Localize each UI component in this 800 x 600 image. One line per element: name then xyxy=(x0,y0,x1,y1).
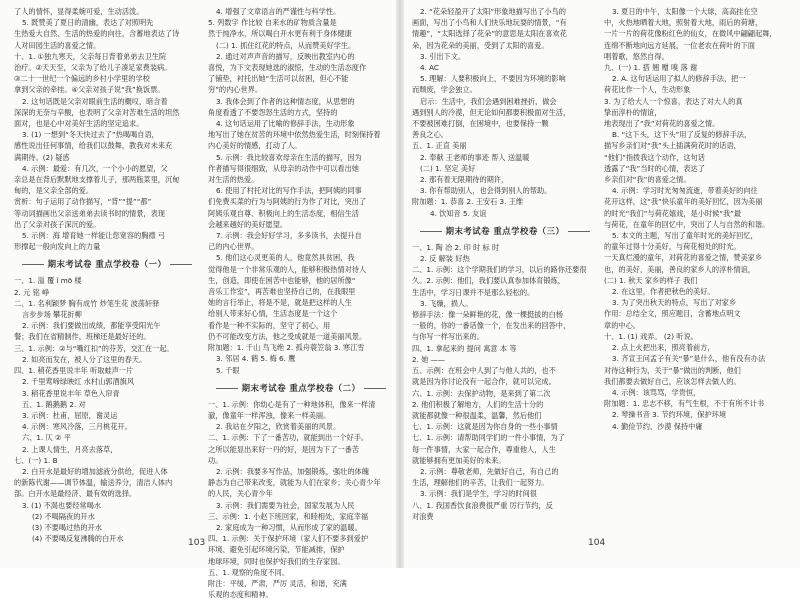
text-line: 3. 为了突出秋天的特点，写出了对家乡 xyxy=(612,298,737,308)
text-line: 作者描写得很细致，从母亲的动作中可以看出她 xyxy=(208,163,359,173)
text-line: 善良之心。 xyxy=(412,130,448,140)
text-line: 2. 奉献 王老师的事迹 帮人 送温暖 xyxy=(420,152,530,162)
text-line: 治疗。②天天至，父亲为了给儿子凑足家费装病。 xyxy=(14,63,172,73)
text-line: 餐；我们在省精制作，班梯还是最好还的。 xyxy=(14,332,151,342)
text-line: 附注：平缓，严肃，严厉 灵活，和谐，充满 xyxy=(208,578,347,588)
text-line: 感性说出任何事情，给我们以鼓舞，教我对未来充 xyxy=(14,141,173,151)
text-line: 三、1. 示例：②与“嘴红扣”的芬芳，交汇在一起。 xyxy=(14,343,174,353)
text-line: 三、示例：1. 小赵下班回家，和睦相处，家庭幸福 xyxy=(208,511,369,521)
text-line: 3. 你有帮助别人，也会得到别人的帮助。 xyxy=(420,186,552,196)
text-line: 乐观的态度和精神。 xyxy=(208,590,273,600)
text-line: 启示：生活中，我们会遇到困难挫折，做会 xyxy=(420,96,557,106)
text-line: 4. 示例：该骂骂，学贵恒， xyxy=(612,387,701,397)
text-line: 二、1. 名利颖梦 胸有成竹 炒笔生花 波荡轩驿 xyxy=(14,298,160,308)
text-line: 3. 齐宣王问孟子有关“暴”是什么，他有没有办法 xyxy=(612,354,766,364)
text-line: 4. 这句话运用了比喻的修辞手法，生动形象 xyxy=(216,119,355,129)
text-line: 3. 引出下文。 xyxy=(420,51,466,61)
text-line: 甸的，是父亲全部的爱。 xyxy=(14,186,94,196)
text-line: 2. 那有着无限期待的期许， xyxy=(420,175,509,185)
text-line: 给别人带来好心情，生活态度是一个这个 xyxy=(208,309,338,319)
text-line: 环境、避免引起环境污染，节能减排，保护 xyxy=(208,545,345,555)
text-line: 人对田园生活的喜爱之情。 xyxy=(14,40,101,50)
text-line: 4. 勤俭节约、沙漠 保持中庸 xyxy=(612,421,703,431)
text-line: 附加题：1. 恭喜 2. 王安石 3. 王维 xyxy=(412,197,524,207)
text-line: 每一件事情，大家一起合作，尊重他人，人生 xyxy=(412,444,556,454)
text-line: 4. 增强了文章语言的严谨性与科学性。 xyxy=(216,7,341,16)
text-line: 中，火热地晒着大地，照射着大地，雨后的荷塘， xyxy=(604,18,763,28)
text-line: 五、示例：在班会中人到了与他人共的，也不 xyxy=(412,366,556,376)
text-line: 挚而淳朴的情谊， xyxy=(604,107,662,117)
text-line: 四、1. 稍花香里说丰年 听取蛙声一片 xyxy=(14,366,134,376)
text-line: 之所以能显出来好一丹的好，是因为下了一番苦 xyxy=(208,444,359,454)
text-line: 的童年过得十分美好，与荷花相处的时光。 xyxy=(604,242,741,252)
text-line: 2. 家庭成为一种习惯，从而形成了家的温暖。 xyxy=(216,522,362,532)
text-line: 附加题：1. 忠志不移，有气生根，不于有所不计书 xyxy=(604,399,765,409)
left-page xyxy=(0,0,398,600)
text-line: 与你写一样写出来的。 xyxy=(412,332,484,342)
text-line: 等动词描画出父亲送弟弟去读书时的情景，表现 xyxy=(14,208,165,218)
text-line: ③二十一世纪一个偏远的乡村小学里的学校 xyxy=(14,74,150,84)
text-line: 透露了“我”当时的心情，表达了 xyxy=(604,163,705,173)
text-line: 生活，理解他们的辛苦，让我们一起努力。 xyxy=(412,478,549,488)
text-line: 的人民，关心青少年 xyxy=(208,489,273,499)
text-line: 朵，因为花朵的美丽，受到了太阳的喜爱。 xyxy=(412,40,549,50)
text-line: 3. 夏日的中午，太阳像一个大球，高高挂在空 xyxy=(612,7,758,16)
section-heading xyxy=(14,257,200,272)
right-page xyxy=(402,0,800,568)
text-line: 描写乡亲们对“我”头上插满荷花时的话语， xyxy=(604,141,741,151)
text-line: 4. 示例：学习时光匆匆流逝，带着美好的向往 xyxy=(612,186,758,196)
text-line: 拿到父亲的牵挂。④父亲对孩子说“我”换饭票。 xyxy=(14,85,165,95)
section-heading xyxy=(412,224,598,239)
text-line: (2) 不喝隔夜的开水 xyxy=(32,511,95,521)
page-number-right: 104 xyxy=(588,538,606,548)
text-line: 四、1. 拿起来的 提问 寓意 本 等 xyxy=(412,343,517,353)
text-line: 喜悦，为下文表现她选的淑惊，生动的生活态度作 xyxy=(208,63,367,73)
text-line: 2. 在这里，作者把秋色的美好。 xyxy=(612,287,715,297)
page-number-left: 103 xyxy=(188,538,206,548)
text-line: 面对，也是心中对美好生活的坚定追求。 xyxy=(14,119,144,129)
text-line: 出了父亲对孩子深沉的爱。 xyxy=(14,219,101,229)
text-line: 一片一片的荷花像粉红色的仙女，在微风中翩翩起舞， xyxy=(604,29,777,39)
heading-text: 期末考试卷 重点学校卷（二） xyxy=(241,382,361,393)
text-line: 2. 元 铭 峥 xyxy=(14,287,50,297)
text-line: 5. 示例：我比较喜欢母亲在生活的描写，因为 xyxy=(216,152,362,162)
text-line: 五、1. 观察的角度不同。 xyxy=(208,567,290,577)
text-line: 3. 稍花香里说丰年 草色入帘青 xyxy=(22,388,120,398)
text-line: 亲总是在背后默默地支撑着儿子，那两瓶菜里，沉甸 xyxy=(14,175,180,185)
text-line: 3. 示例：我们需要为社会，国家发展为人民 xyxy=(216,500,355,510)
right-column-2 xyxy=(604,6,790,432)
text-line: 澈，像童年一样浑浊，像来一样美丽。 xyxy=(208,410,331,420)
text-line: 5. 本文的主题，写出了童年时光的美好回忆， xyxy=(612,231,758,241)
heading-rule-right xyxy=(568,231,590,232)
text-line: 4. 饮知音 5. 友谊 xyxy=(430,208,487,218)
text-line: 穷”的内心世界。 xyxy=(208,85,263,95)
text-line: 九、(一) 1. 搭 翘 赠 嗅 落 谢 xyxy=(604,63,698,73)
text-line: 4. AC xyxy=(420,63,439,73)
text-line: 一、1. 陶 冶 2. 印 时 标 时 xyxy=(412,242,500,252)
text-line: 一、1. 溢 覆 ǐ mō 楼 xyxy=(14,276,82,286)
text-line: 就能够拥有更加美好的未来。 xyxy=(412,455,506,465)
text-line: 七、1. 示例：请帮助同学们的一件小事情，为了 xyxy=(412,433,565,443)
text-line: 2. 示例：我们要做出成绩，都能享受阳光午 xyxy=(22,321,161,331)
text-line: (3) 不要喝过热的开水 xyxy=(32,522,102,532)
text-line: 看作是一种不实际的，坚守了初心，用 xyxy=(208,320,331,330)
text-line: 作用：总结全文，照应题目，含蓄地点明文 xyxy=(604,309,741,319)
text-line: 2. 点上火把出来，照亮着前方， xyxy=(612,343,715,353)
text-line: 二、1. 示例：这个学期我们的学习，以后的路你还要很 xyxy=(412,265,587,275)
text-line: 附加题：1. 千山 鸟飞绝 2. 孤舟蓑笠翁 3. 寒江雪 xyxy=(208,343,365,353)
text-line: 二、1. 示例：下了一番苦功，就能到出一个好手。 xyxy=(208,433,369,443)
heading-text: 期末考试卷 重点学校卷（三） xyxy=(445,225,565,236)
text-line: 2. A. 这句话运用了拟人的修辞手法，把一 xyxy=(612,74,746,84)
text-line: 荷花比作一个人，生动形象 xyxy=(604,85,691,95)
text-line: 生活中，学习日课并不是那么轻松的。 xyxy=(412,287,535,297)
text-line: (二) 1. 坚定 美好 xyxy=(420,163,476,173)
text-line: 2. 她 —— xyxy=(412,354,445,364)
heading-rule-right xyxy=(364,388,386,389)
text-line: 5. 列数字 作比较 自来水的矿物质含量是 xyxy=(208,18,337,28)
text-line: 2. 他们积极了解地方，人们的生活十分的 xyxy=(412,399,544,409)
text-line: 2. 示例：我要多写作品，加强锻炼，强壮的体魄 xyxy=(216,466,369,476)
text-line: 2. 千里莺啼绿映红 水村山郭酒旗风 xyxy=(22,377,135,387)
text-line: “他们”指拨我这个动作，这句话 xyxy=(604,152,705,162)
text-line: 与荷花，在童年的回忆中，突出了人与自然的和谐。 xyxy=(604,219,770,229)
heading-text: 期末考试卷 重点学校卷（一） xyxy=(47,259,167,270)
text-line: 赏析：句子运用了动作描写，“背”“提”“都” xyxy=(14,197,152,207)
text-line: 唱着歌，悠然自得。 xyxy=(604,51,669,61)
text-line: 静态为自己带来改变，就能为人们在家乡；关心青少年 xyxy=(208,478,381,488)
text-line: 功。 xyxy=(208,455,223,465)
text-line: 花开这样，这“我”快乐童年的美好回忆，因为美丽 xyxy=(604,197,763,207)
text-line: 3. 示例：杜甫，屈原，谢灵运 xyxy=(22,410,118,420)
text-line: 3. 示例：我们是学生，学习的时间很 xyxy=(420,489,537,499)
text-line: 5. 示例：海 增育她一样能让您宽容的胸襟 弓 xyxy=(22,231,166,241)
right-column-1 xyxy=(412,6,598,522)
text-line: 十、1. (1) 戏弄。 (2) 听说。 xyxy=(604,331,698,341)
text-line: 3. (1) 一想到“冬天快过去了”热喝喝自语， xyxy=(22,130,159,140)
text-line: 我们都要去做好自己，应该怎样去做人的。 xyxy=(604,376,741,386)
text-line: 久。2. 示例：他们，我们要认真参加体育锻炼， xyxy=(412,276,565,286)
text-line: 部。白开水是最经济、最有效的选择。 xyxy=(14,489,137,499)
text-line: 形撑起一般向发向上的力量 xyxy=(14,242,101,252)
left-column-2 xyxy=(208,6,394,600)
text-line: 5. 理解：人要积极向上，不要因为环境的影响 xyxy=(420,74,566,84)
text-line: 生热爱大自然、生活的热爱的向往，含蓄地表达了诗 xyxy=(14,29,180,39)
text-line: 就能都就像一种很温柔，温馨，然后他们 xyxy=(412,410,542,420)
text-line: 六、1. 示例：去保护动物，是来到了第二次 xyxy=(412,388,551,398)
text-line: 音乐工作室”，再苦难也坚持自己的，在我眼里 xyxy=(208,287,356,297)
text-line: 乡亲们对“我”的喜爱之情。 xyxy=(604,175,691,185)
text-line: 四、1. 示例：关于保护环境（家人们不要多到爱护 xyxy=(208,534,369,544)
text-line: 觉得他是一个非常乐观的人，能够积极热情对待人 xyxy=(208,264,367,274)
text-line: 7. 示例：我会好好学习，多多读书，去提升自 xyxy=(216,231,362,241)
text-line: 会越来越好的美好愿望。 xyxy=(208,219,288,229)
text-line: 3. 飞燥，损人。 xyxy=(420,298,473,308)
text-line: 满期待。(2) 疑惑 xyxy=(14,152,70,162)
text-line: 们免费买菜的行为与阿姨的行为作了对比，突出了 xyxy=(208,197,367,207)
text-line: 2. 反 解装 好热 xyxy=(420,254,470,264)
text-line: 4. 示例：寒风冷落，三月桃花开。 xyxy=(22,422,132,432)
text-line: 2. 我站在夕阳之，欣赏着美丽的风景。 xyxy=(216,422,341,432)
text-line: 地球环境，同时也保护好我们的生存家园。 xyxy=(208,556,345,566)
text-line: 2. 上课人情生，月亮去落草， xyxy=(22,444,118,454)
text-line: 内心美好的情感，打动了人。 xyxy=(208,141,302,151)
text-line: 3. 为了给大人一个惊喜，表达了对大人的真 xyxy=(604,96,743,106)
text-line: 一天真烂漫的童年，对荷花的喜爱之情，赞美家乡 xyxy=(604,253,763,263)
text-line: 阿姨乐观自尊、积极向上的生活态度，相信生活 xyxy=(208,208,359,218)
text-line: 深深的无奈与辛酸，也表明了父亲对苦难生活的坦然 xyxy=(14,107,180,117)
text-line: 对浪费 xyxy=(412,511,434,521)
text-line: 对待这种行为，关于“暴”做出的判断，他们 xyxy=(604,365,741,375)
text-line: 然于纯净水，所以喝白开水更有利于身体健康 xyxy=(208,29,352,39)
text-line: 2. 白开水是最好的增加滤液分供给，促进人体 xyxy=(22,466,168,476)
text-line: 生，创造，即使在困苦中也能够，他的居所像“ xyxy=(208,275,356,285)
text-line: 2. 琴操书音 3. 节约环境，保护环境 xyxy=(612,410,727,420)
text-line: 七、1. 示例：这就是因为你自身的一些小事情 xyxy=(412,422,558,432)
text-line: 了铺垫，衬托出她“生活可以贫困，但心不能 xyxy=(208,74,349,84)
text-line: 不要被困难打倒，在困境中，也要保持一颗 xyxy=(412,119,549,129)
text-line: B. “这下头，这下头”用了反复的修辞手法， xyxy=(612,130,752,140)
text-line: (4) 不要喝反复沸腾的白开水 xyxy=(32,534,124,544)
text-line: 她的言行举止，将是不是，就是把这样的人生 xyxy=(208,298,352,308)
text-line: 一、1. 示例：你幼心是有了一种地体积，像来一样清 xyxy=(208,399,376,409)
text-line: 五、1. 鹅鹅鹅 2. 对 xyxy=(22,399,86,409)
text-line: 地写出了她在贫苦的环境中依然热爱生活，时刻保持着 xyxy=(208,130,381,140)
text-line: 章的中心。 xyxy=(604,320,640,330)
text-line: 六、1. 仄 ② 平 xyxy=(22,433,71,443)
text-line: 3. (1) 不渴也要经常喝水 xyxy=(22,500,102,510)
text-line: 遇到别人的冷漠，但无论如何都要积极面对生活， xyxy=(412,107,571,117)
text-line: (二) 1. 抓住红花的特点，从而赞美好学生。 xyxy=(216,40,356,50)
text-line: 2. 示例：尊敬老师，先做好自己，有自己的 xyxy=(420,466,559,476)
text-line: 2. 如亮而发在，被人分了这里的春天。 xyxy=(22,354,147,364)
text-line: 2. “花朵轻盈开了太阳”形象地描写出了小鸟的 xyxy=(420,7,566,16)
left-column-1 xyxy=(14,6,200,544)
text-line: 就是因为你讨论没有一起合作，就可以完成。 xyxy=(412,377,556,387)
text-line: 角度看透了不要怨怒生活的方式，坚持的 xyxy=(208,107,338,117)
text-line: 5. 既赞美了夏日的清幽，表达了对照明先 xyxy=(22,18,154,28)
text-line: 5. 他们这心灵更美的人，他竟然具贫困，我 xyxy=(216,253,355,263)
text-line: 地表现出了“我”对荷花的喜爱之情。 xyxy=(604,119,720,129)
text-line: 对生活的热爱。 xyxy=(208,175,259,185)
text-line: 七、(一) 1. B xyxy=(14,455,58,465)
text-line: 5. 千眼 xyxy=(216,365,240,375)
text-line: 情趣”，“太阳选择了花朵”的意思是太阳在喜欢花 xyxy=(412,29,567,39)
text-line: 一般的，你的一番话像一个，在发出来的回答中， xyxy=(412,321,571,331)
text-line: 2. 这句话既是父亲对眼前生活的概叹，暗含着 xyxy=(22,96,168,106)
heading-rule-left xyxy=(216,388,238,389)
text-line: 连绵不断地向远方延展，一位老农在荷叶的下面 xyxy=(604,40,755,50)
text-line: 的新陈代谢——调节体温，输送养分，清洁人体内 xyxy=(14,478,173,488)
heading-rule-right xyxy=(170,264,192,265)
text-line: 而颓废，学会独立。 xyxy=(412,85,477,95)
heading-rule-left xyxy=(22,264,44,265)
text-line: 2. 通过对声声音的描写，反映出教室内心的 xyxy=(216,51,355,61)
heading-rule-left xyxy=(420,231,442,232)
text-line: 仍不可能改变方法，他之受成就是一道美丽风景。 xyxy=(208,331,367,341)
text-line: 6. 使用了村托对比的写作手法，把阿姨的同事 xyxy=(216,186,362,196)
text-line: 的时光“我们”与荷花嬉戏，是小时候“我”最 xyxy=(604,208,742,218)
text-line: 3. 我体会到了作者的这种情态度，从思想的 xyxy=(216,96,355,106)
text-line: 八、1. 我国香饮食浪费很严重 厉行节约，反 xyxy=(412,500,553,510)
section-heading xyxy=(208,381,394,396)
text-line: (二) 1. 秋天 家乡的样子 我们 xyxy=(604,275,698,285)
text-line: 3. 邻居 4. 鹤 5. 梅 6. 鹰 xyxy=(216,354,296,364)
text-line: 十、1. ①独九寒天，父亲每日背着弟弟去卫生院 xyxy=(14,51,167,61)
text-line: 己的内心世界。 xyxy=(208,242,259,252)
text-line: 言步步场 攀花折柳 xyxy=(22,310,82,320)
text-line: 画面，写出了小鸟和人们快乐地玩耍的情景，“有 xyxy=(412,18,567,28)
text-line: 五、1. 正直 美丽 xyxy=(412,141,467,151)
text-line: 了人的情怀，显得柔婉可爱，生动活泼。 xyxy=(14,7,144,16)
text-line: 也，的美好，美丽，善良的家乡人的淳朴情谊， xyxy=(604,264,755,274)
text-line: 修辞手法：像一朵鲜艳的花，像一棵挺拔的白杨 xyxy=(412,310,563,320)
text-line: 4. 示例：最爱：有几次，一个小小的愿望，父 xyxy=(22,163,168,173)
